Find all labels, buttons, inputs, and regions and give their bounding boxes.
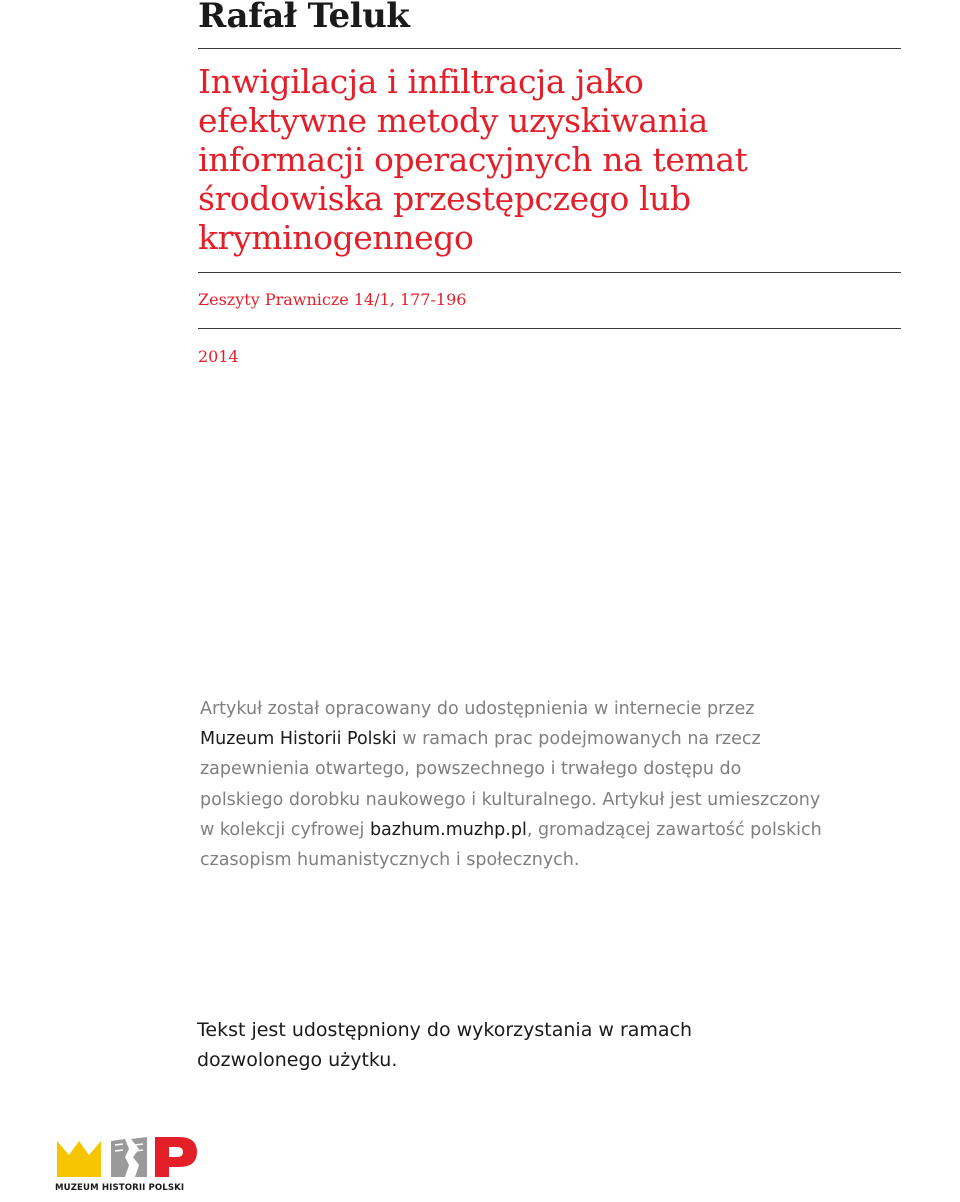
notice-text: w ramach prac podejmowanych na rzecz: [396, 729, 761, 750]
usage-line: Tekst jest udostępniony do wykorzystania w ramach: [197, 1019, 693, 1041]
publication-notice: [200, 694, 900, 875]
title-line: środowiska przestępczego lub: [198, 179, 691, 218]
notice-line: czasopism humanistycznych i społecznych.: [200, 850, 580, 871]
usage-notice: [197, 1015, 897, 1075]
notice-line: polskiego dorobku naukowego i kulturalnego. Artykuł jest umieszczony: [200, 789, 821, 810]
publication-year: 2014: [198, 347, 239, 366]
title-line: Inwigilacja i infiltracja jako: [198, 62, 644, 101]
title-line: informacji operacyjnych na temat: [198, 140, 748, 179]
logo-crown-shape: [57, 1141, 101, 1177]
notice-line: [200, 815, 900, 845]
article-title: [198, 62, 898, 257]
author-name: Rafał Teluk: [198, 0, 410, 36]
usage-line: dozwolonego użytku.: [197, 1049, 398, 1071]
logo-caption: MUZEUM HISTORII POLSKI: [55, 1183, 185, 1193]
notice-line: Artykuł został opracowany do udostępnienia w internecie przez: [200, 699, 755, 719]
notice-text: , gromadzącej zawartość polskich: [526, 819, 822, 840]
museum-name: Muzeum Historii Polski: [200, 729, 397, 750]
museum-logo: [55, 1135, 205, 1195]
notice-line: zapewnienia otwartego, powszechnego i trwałego dostępu do: [200, 759, 742, 780]
museum-logo-graphic: [55, 1135, 205, 1181]
divider-top: [198, 48, 901, 49]
collection-link[interactable]: bazhum.muzhp.pl: [369, 819, 527, 840]
title-line: efektywne metody uzyskiwania: [198, 101, 708, 140]
notice-line: [200, 724, 900, 754]
divider-middle: [198, 272, 901, 273]
logo-wing-right: [131, 1137, 147, 1177]
notice-text: w kolekcji cyfrowej: [200, 819, 370, 840]
title-line: kryminogennego: [198, 218, 474, 257]
journal-citation: Zeszyty Prawnicze 14/1, 177-196: [198, 290, 467, 309]
divider-bottom: [198, 328, 901, 329]
logo-p-shape: [155, 1137, 197, 1177]
